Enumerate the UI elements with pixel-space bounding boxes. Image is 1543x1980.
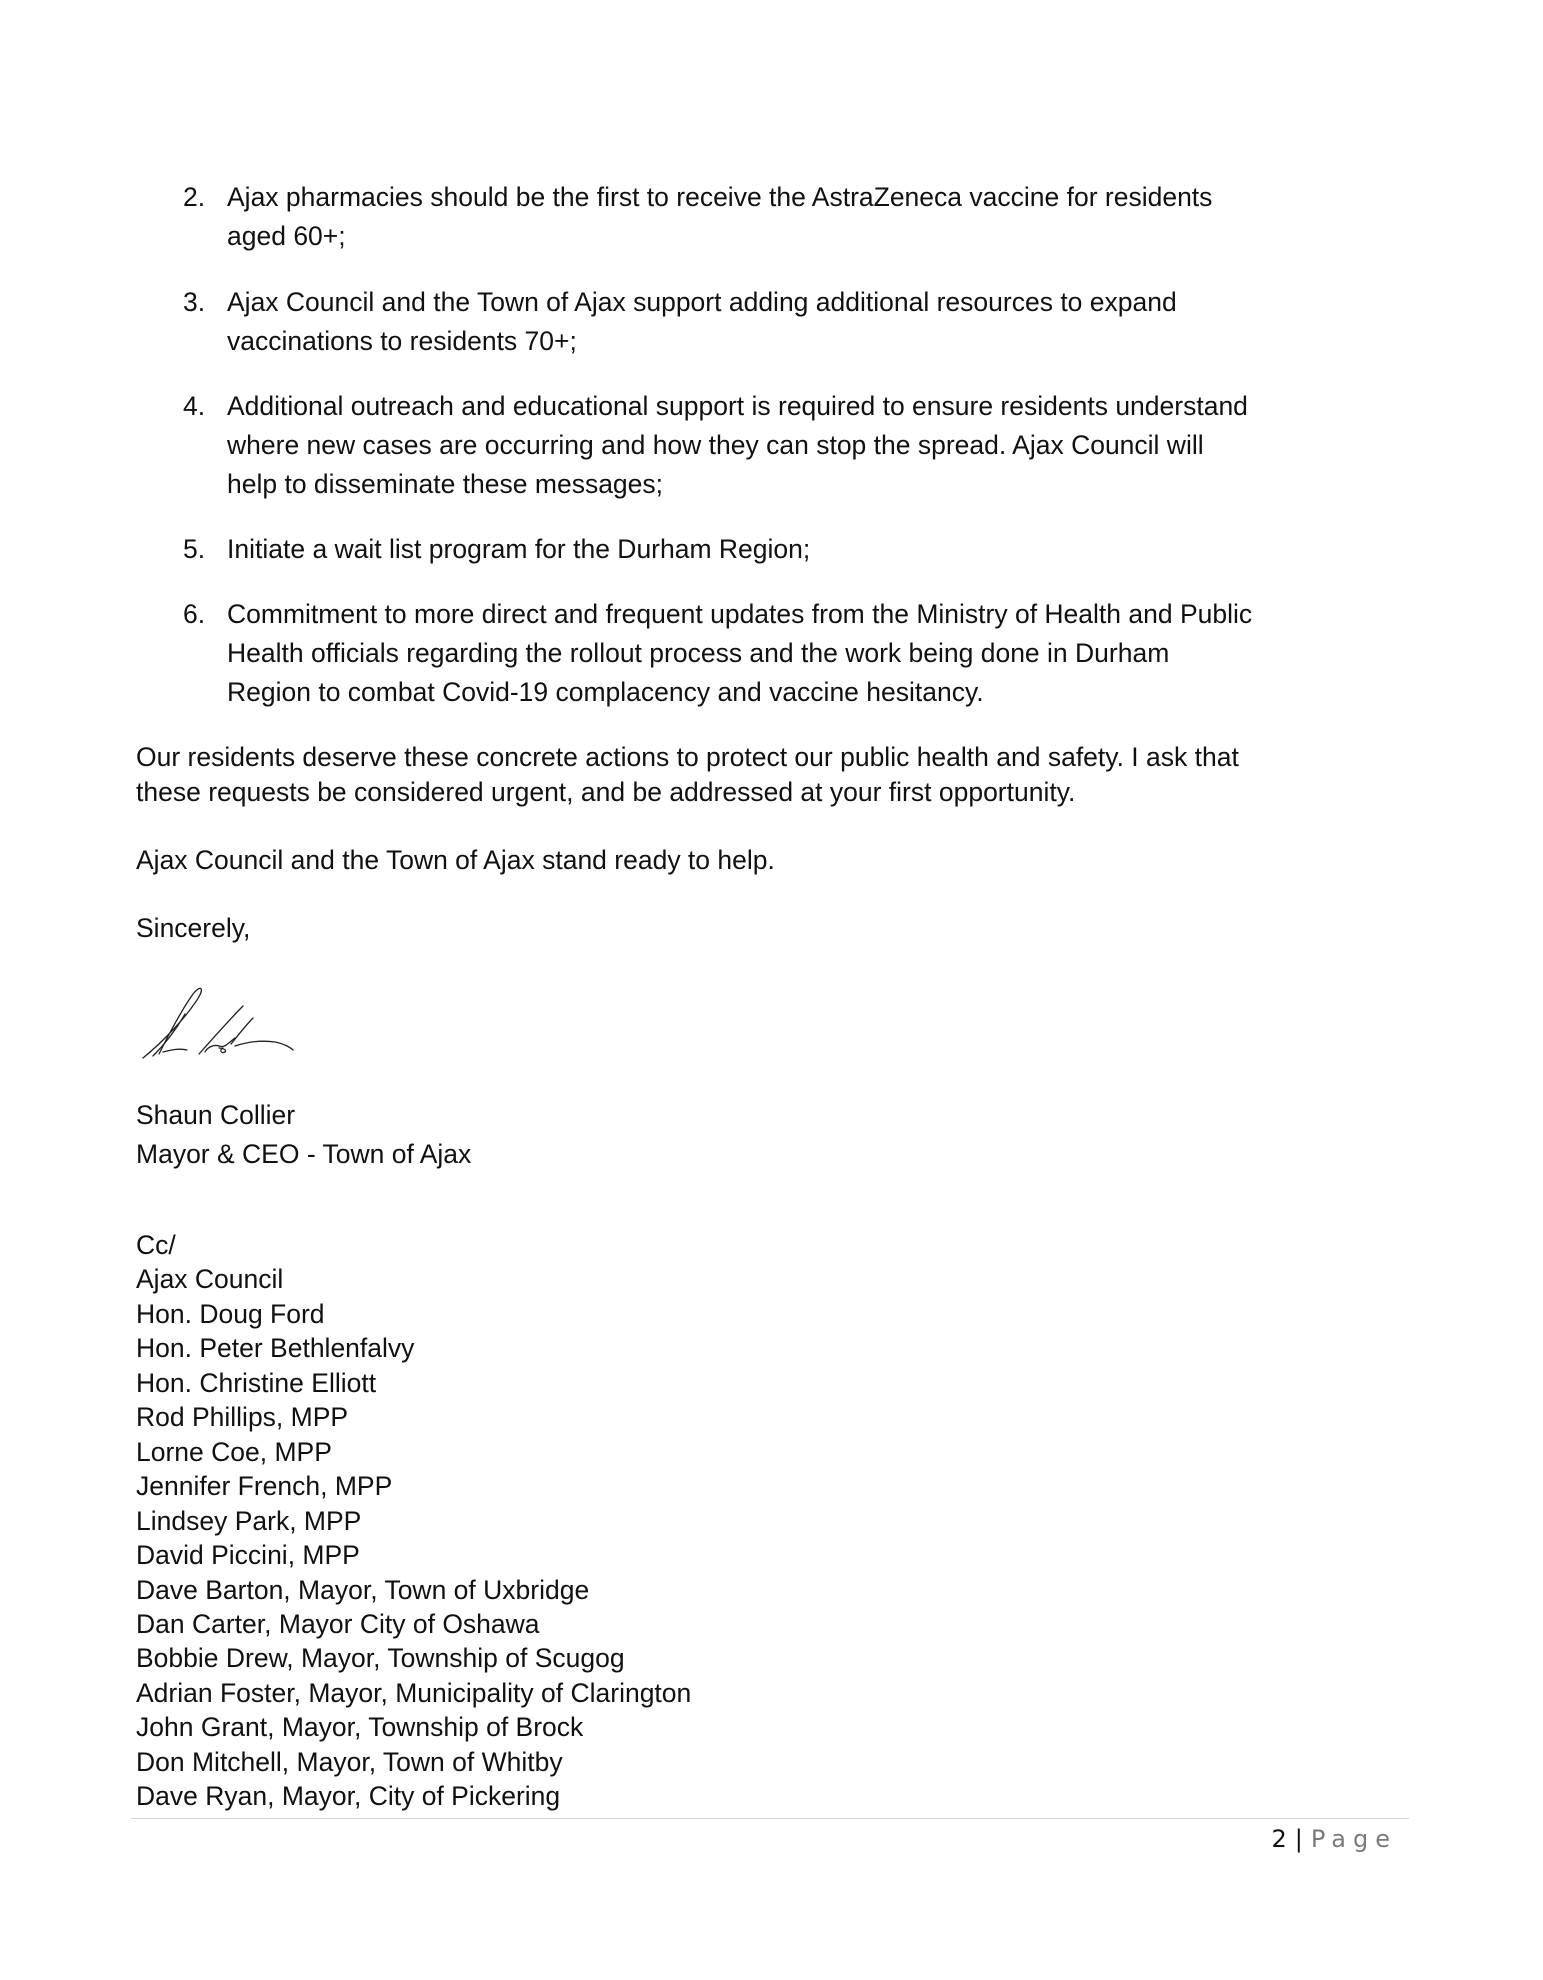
- signer-name: Shaun Collier: [136, 1100, 296, 1130]
- salutation-text: Sincerely,: [136, 913, 251, 943]
- cc-recipient: Rod Phillips, MPP: [136, 1402, 349, 1433]
- list-line: where new cases are occurring and how they can stop the spread. Ajax Council will: [227, 430, 1204, 460]
- list-line: help to disseminate these messages;: [227, 469, 664, 499]
- cc-recipient: Hon. Christine Elliott: [136, 1367, 377, 1398]
- list-text: [227, 595, 1252, 712]
- list-line: aged 60+;: [227, 221, 346, 251]
- list-line: Additional outreach and educational support is required to ensure residents understand: [227, 391, 1248, 421]
- page-label: Page: [1310, 1825, 1397, 1853]
- page-number: 2: [1271, 1825, 1287, 1853]
- signer-block: [136, 1098, 471, 1172]
- ready-line-text: Ajax Council and the Town of Ajax stand ready to help.: [136, 845, 775, 875]
- cc-recipient: Don Mitchell, Mayor, Town of Whitby: [136, 1746, 563, 1777]
- cc-recipient: Adrian Foster, Mayor, Municipality of Clarington: [136, 1677, 692, 1708]
- list-line: Commitment to more direct and frequent updates from the Ministry of Health and Public: [227, 599, 1253, 629]
- list-text: [227, 530, 810, 569]
- cc-recipient: Jennifer French, MPP: [136, 1471, 393, 1502]
- cc-recipient: Lorne Coe, MPP: [136, 1436, 332, 1467]
- list-number: 6.: [183, 599, 206, 629]
- cc-label: Cc/: [136, 1230, 176, 1260]
- paragraph-line: Our residents deserve these concrete actions to protect our public health and safety. I ask that: [136, 742, 1239, 772]
- list-line: Initiate a wait list program for the Durham Region;: [227, 534, 811, 564]
- list-line: Region to combat Covid-19 complacency and vaccine hesitancy.: [227, 677, 984, 707]
- ready-line: [136, 843, 775, 878]
- cc-recipient: Bobbie Drew, Mayor, Township of Scugog: [136, 1643, 625, 1674]
- cc-recipient: Ajax Council: [136, 1264, 284, 1295]
- salutation: [136, 911, 250, 946]
- list-number: 5.: [183, 534, 206, 564]
- signer-title: Mayor & CEO - Town of Ajax: [136, 1139, 472, 1169]
- cc-recipient: Dave Barton, Mayor, Town of Uxbridge: [136, 1574, 590, 1605]
- list-text: [227, 178, 1212, 256]
- cc-list: [136, 1228, 691, 1814]
- footer-separator: |: [1294, 1825, 1303, 1853]
- cc-recipient: Hon. Peter Bethlenfalvy: [136, 1333, 415, 1364]
- list-number: 2.: [183, 182, 206, 212]
- list-line: vaccinations to residents 70+;: [227, 326, 577, 356]
- footer-divider: [131, 1818, 1409, 1819]
- page-number-footer: [1272, 1822, 1397, 1856]
- list-text: [227, 283, 1177, 361]
- cc-recipient: Hon. Doug Ford: [136, 1298, 325, 1329]
- list-text: [227, 387, 1248, 504]
- cc-recipient: Dave Ryan, Mayor, City of Pickering: [136, 1781, 561, 1812]
- cc-recipient: Dan Carter, Mayor City of Oshawa: [136, 1608, 540, 1639]
- list-number: 4.: [183, 391, 206, 421]
- list-line: Health officials regarding the rollout process and the work being done in Durham: [227, 638, 1170, 668]
- list-number: 3.: [183, 287, 206, 317]
- list-line: Ajax pharmacies should be the first to receive the AstraZeneca vaccine for residents: [227, 182, 1213, 212]
- cc-recipient: Lindsey Park, MPP: [136, 1505, 362, 1536]
- list-line: Ajax Council and the Town of Ajax support adding additional resources to expand: [227, 287, 1177, 317]
- cc-recipient: John Grant, Mayor, Township of Brock: [136, 1712, 584, 1743]
- signature-icon: [135, 978, 295, 1073]
- paragraph-line: these requests be considered urgent, and be addressed at your first opportunity.: [136, 777, 1076, 807]
- cc-recipient: David Piccini, MPP: [136, 1540, 360, 1571]
- closing-paragraph: [136, 740, 1239, 810]
